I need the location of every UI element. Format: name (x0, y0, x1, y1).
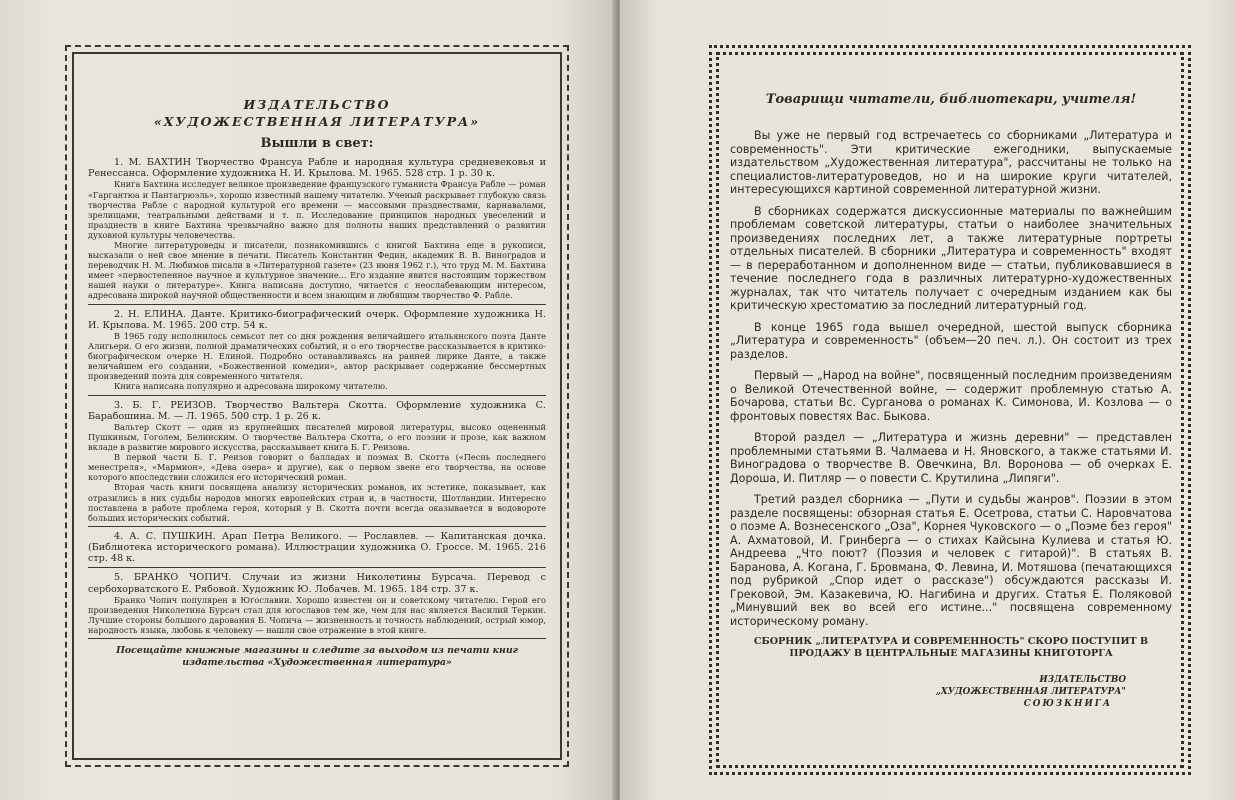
publisher-name: ИЗДАТЕЛЬСТВО «ХУДОЖЕСТВЕННАЯ ЛИТЕРАТУРА» (153, 97, 481, 129)
book-entry-description: Вторая часть книги посвящена анализу исторических романов, их эстетике, показывает, как отразились в них судьбы народов многих европейских стран и, в частности, Шотландии. Интересно поставлена в работе проблема героя, который у В. Скотта почти всегда оказывается в водовороте больших исторических событий. (88, 482, 546, 523)
divider (88, 395, 546, 396)
right-page (620, 0, 1235, 800)
book-entry-reizov (88, 400, 546, 523)
publisher-signature: ИЗДАТЕЛЬСТВО „ХУДОЖЕСТВЕННАЯ ЛИТЕРАТУРА" СОЮЗКНИГА (935, 675, 1126, 709)
greeting-heading: Товарищи читатели, библиотекари, учителя! (765, 92, 1137, 107)
book-entry-heading: 1. М. БАХТИН Творчество Франсуа Рабле и народная культура средневековья и Ренессанса. Оформление художника Н. И. Крылова. М. 1965. 528 стр. 1 р. 30 к. (88, 157, 546, 180)
book-entry-heading: 4. А. С. ПУШКИН. Арап Петра Великого. — Рославлев. — Капитанская дочка. (Библиотека исторического романа). Иллюстрации художника О. Гроссе. М. 1965. 216 стр. 48 к. (88, 530, 546, 565)
book-entry-bakhtin (88, 157, 546, 301)
book-entry-description: В первой части Б. Г. Реизов говорит о балладах и поэмах В. Скотта («Песнь последнего менестреля», «Мармион», «Дева озера» и другие), как о первом звене его творчества, на основе которого впоследствии сложился его исторический роман. (88, 452, 546, 483)
paragraph: Вы уже не первый год встречаетесь со сборниками „Литература и современность". Эти критические ежегодники, выпускаемые издательством „Художественная литература", рассчитаны не только на специалистов-литературоведов, но и на широкие круги читателей, интересующихся картиной современной литературной жизни. (730, 129, 1172, 196)
book-entry-heading: 3. Б. Г. РЕИЗОВ. Творчество Вальтера Скотта. Оформление художника С. Барабошина. М. — Л. 1965. 500 стр. 1 р. 26 к. (88, 399, 546, 422)
divider (88, 526, 546, 527)
book-entry-heading: 5. БРАНКО ЧОПИЧ. Случаи из жизни Николетины Бурсача. Перевод с сербохорватского Е. Рябовой. Художник Ю. Лобачев. М. 1965. 184 стр. 37 к. (88, 572, 546, 595)
paragraph: В сборниках содержатся дискуссионные материалы по важнейшим проблемам советской литературы, статьи о наиболее значительных произведениях последних лет, а также литературные портреты отдельных писателей. В сборники „Литература и современность" входят — в переработанном и дополненном виде — статьи, публиковавшиеся в течение последнего года в различных литературно-художественных журналах, так что читатель получает с очередным изданием как бы критическую хрестоматию за последний литературный год. (730, 204, 1172, 312)
divider (88, 567, 546, 568)
book-list (88, 157, 546, 639)
book-entry-description: Вальтер Скотт — один из крупнейших писателей мировой литературы, высоко оцененный Пушкиным, Гоголем, Белинским. О творчестве Вальтера Скотта, о его поэзии и прозе, как важном вкладе в развитие мирового искусства, рассказывает книга Б. Г. Реизова. (88, 421, 546, 453)
divider (88, 304, 546, 305)
book-entry-heading: 2. Н. ЕЛИНА. Данте. Критико-биографический очерк. Оформление художника Н. И. Крылова. М. 1965. 200 стр. 54 к. (88, 308, 546, 331)
paragraph: В конце 1965 года вышел очередной, шестой выпуск сборника „Литература и современность" (объем—20 печ. л.). Он состоит из трех разделов. (730, 320, 1172, 361)
book-entry-description: Бранко Чопич популярен в Югославии. Хорошо известен он и советскому читателю. Герой его произведения Николетина Бурсач стал для югославов тем же, чем для нас является Василий Теркин. Лучшие стороны большого дарования Б. Чопича — жизненность и точность наблюдений, острый юмор, народность языка, любовь к человеку — нашли свое отражение в этой книге. (88, 594, 546, 636)
paragraph: Второй раздел — „Литература и жизнь деревни" — представлен проблемными статьями В. Чалмаева и Н. Яновского, а также статьями И. Виноградова о творчестве В. Овечкина, Вл. Воронова — об очерках Е. Дороша, И. Питляр — о повести С. Крутилина „Липяги". (730, 431, 1172, 485)
book-entry-description: Книга написана популярно и адресована широкому читателю. (114, 381, 388, 392)
left-page-content (88, 96, 546, 669)
book-entry-pushkin (88, 531, 546, 565)
closing-note: Посещайте книжные магазины и следите за выходом из печати книг издательства «Художественная литература» (116, 645, 518, 669)
left-page (0, 0, 617, 800)
divider (88, 638, 546, 639)
paragraph: Первый — „Народ на войне", посвященный последним произведениям о Великой Отечественной войне, — содержит проблемную статью А. Бочарова, статьи Вс. Сурганова о романах К. Симонова, И. Козлова — о фронтовых повестях Вас. Быкова. (730, 369, 1172, 423)
paragraph: Третий раздел сборника — „Пути и судьбы жанров". Поэзии в этом разделе посвящены: обзорная статья Е. Осетрова, статьи С. Наровчатова о поэме А. Вознесенского „Оза", Корнея Чуковского — о „Поэме без героя" А. Ахматовой, И. Гринберга — о стихах Кайсына Кулиева и статья Ю. Андреева „Что поют? (Поэзия и человек с гитарой)". В статьях В. Баранова, А. Когана, Г. Бровмана, Ф. Левина, И. Мотяшова (печатающихся под рубрикой „Спор идет о рассказе") обсуждаются рассказы И. Грековой, Эм. Казакевича, Ю. Нагибина и других. Статья Е. Поляковой „Минувший век во всей его истине..." посвящена современному историческому роману. (730, 493, 1172, 628)
right-page-content (730, 88, 1172, 710)
book-entry-description: Книга Бахтина исследует великое произведение французского гуманиста Франсуа Рабле — роман «Гаргантюа и Пантагрюэль», хорошо известный нашему читателю. Ученый раскрывает глубокую связь творчества Рабле с народной культурой его времени — массовыми празднествами, карнавалами, зрелищами, театральными действами и т. п. Исследование принципов народных увеселений и празднеств в книге Бахтина чрезвычайно важно для полноты наших представлений о развитии духовной культуры человечества. (88, 179, 546, 240)
sale-notice: СБОРНИК „ЛИТЕРАТУРА И СОВРЕМЕННОСТЬ" СКОРО ПОСТУПИТ В ПРОДАЖУ В ЦЕНТРАЛЬНЫЕ МАГАЗИНЫ КНИГОТОРГА (753, 636, 1149, 659)
released-heading: Вышли в свет: (260, 136, 374, 151)
book-entry-description: Многие литературоведы и писатели, познакомившись с книгой Бахтина еще в рукописи, высказали о ней свое мнение в печати. Писатель Константин Федин, академик В. В. Виноградов и переводчик Н. М. Любимов писали в «Литературной газете» (23 июня 1962 г.), что труд М. М. Бахтина имеет «первостепенное научное и культурное значение... Его издание явится настоящим торжеством нашей науки о литературе». Книга написана доступно, читается с неослабевающим интересом, адресована широкой научной общественности и всем знающим и любящим творчество Ф. Рабле. (88, 239, 546, 301)
book-entry-chopich (88, 572, 546, 635)
book-entry-elina (88, 309, 546, 392)
book-entry-description: В 1965 году исполнилось семьсот лет со дня рождения величайшего итальянского поэта Данте Алигьери. О его жизни, полной драматических событий, и о его творчестве рассказывается в критико-биографическом очерке Н. Елиной. Подробно останавливаясь на ранней лирике Данте, а также величайшем его создании, «Божественной комедии», автор раскрывает содержание бессмертных произведений поэта для современного читателя. (88, 330, 546, 382)
